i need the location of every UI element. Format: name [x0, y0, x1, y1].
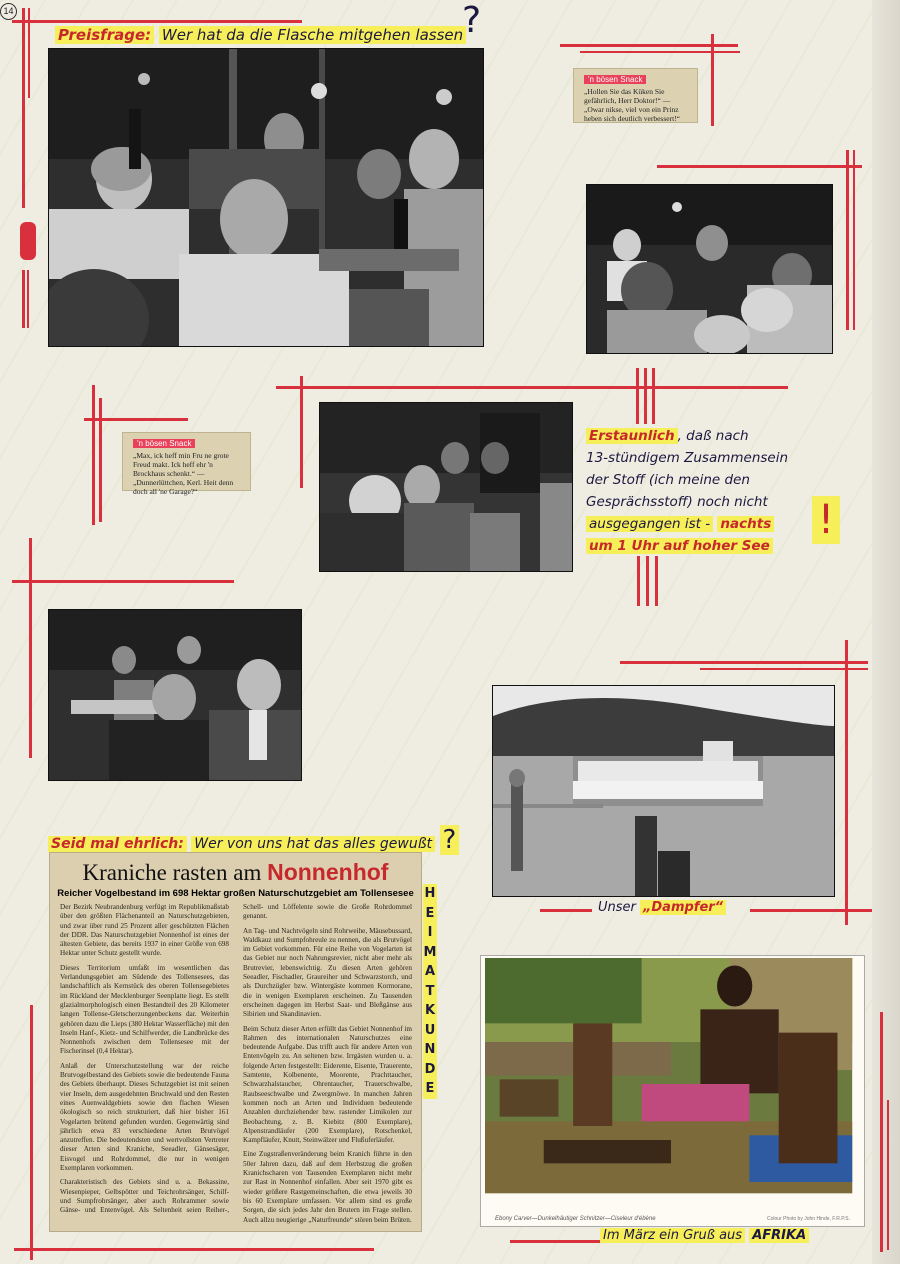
marker-line	[646, 556, 649, 606]
article-paragraph: Beim Schutz dieser Arten erfüllt das Gebiet Nonnenhof im Rahmen des internationalen Naturschutzes eine bedeutende Aufgabe. Das trifft auch für andere Arten von Entenvögeln zu. An seltenen bzw. Irrgästen wurden u. a. folgende Arten festgestellt: Eiderente, Eisente, Trauerente, Samtente, Kolbenente, Moorente, Prachttaucher, Schwarzhalstaucher, Ohrentaucher, Trauerschwalbe, Raubseeschwalbe und Zwergmöwe. In manchen Jahren kommen noch an Arten und Individuen bedeutende Anzahlen durchziehender bzw. rastender Limikolen zur Beobachtung, z. B. Kiebitz (800 Exemplare), Alpenstrandläufer (200 Exemplare), Rotschenkel, Kampfläufer, Knutt, Steinwälzer und Flußuferläufer.	[243, 1024, 412, 1145]
caption-steamer: Unser „Dampfer“	[598, 900, 726, 915]
postcard-print-credit: Colour Photo by John Hinde, F.R.P.S.	[766, 1216, 850, 1222]
photo-back-of-guests	[586, 184, 833, 354]
marker-line	[99, 398, 102, 522]
marker-line	[12, 580, 234, 583]
clipping-text: „Hollen Sie das Küken Sie gefährlich, Herr Doktor!“ — „Owar nikse, viel von ein Prinz heben sich deutlich verbessert!“	[584, 87, 681, 123]
page-number: 14	[0, 3, 17, 20]
article-subline: Reicher Vogelbestand im 698 Hektar großen Naturschutzgebiet am Tollensesee	[57, 888, 414, 899]
marker-line	[636, 368, 639, 424]
article-paragraph: Der Bezirk Neubrandenburg verfügt im Republikmaßstab über den größten Flächenanteil an Naturschutzgebieten, und zwar über rund 25 Prozent aller geschützten Flächen der DDR. Das Naturschutzgebiet Nonnenhof ist eines der ältesten Gebiete, das bereits 1937 in einer Größe von 698 Hektar unter Schutz gestellt wurde.	[60, 903, 229, 958]
marker-line	[580, 51, 740, 53]
marker-line	[22, 8, 25, 208]
marker-line	[711, 34, 714, 126]
marker-line	[30, 1005, 33, 1260]
marker-line	[276, 386, 788, 389]
marker-line	[12, 20, 302, 23]
article-body	[60, 903, 412, 1225]
vertical-label-heimatkunde: H E I M A T K U N D E	[423, 884, 437, 1099]
marker-line	[880, 1012, 883, 1252]
question-mark: ?	[462, 0, 482, 41]
marker-line	[655, 556, 658, 606]
marker-line	[853, 150, 855, 330]
clipping-tag: 'n bösen Snack	[584, 75, 646, 84]
marker-line	[27, 270, 29, 328]
marker-line	[300, 376, 303, 488]
marker-line	[750, 909, 872, 912]
marker-line	[92, 385, 95, 525]
article-paragraph: Charakteristisch des Gebiets sind u. a. Bekassine, Wiesenpieper, Gelbspötter und Teichrohrsänger, Schilf- und Sumpfrohrsänger, aber auch Rohrammer sowie Gänse- und Entenvögel. Als Seltenheit seien Reiher-, Schell- und Löffelente sowie die Große Rohrdommel genannt.	[60, 903, 412, 1215]
postcard-caption: Ebony Carver—Dunkelhäutiger Schnitzer—Ciseleur d'ébène	[495, 1216, 656, 1222]
marker-line	[637, 556, 640, 606]
marker-line	[22, 270, 25, 328]
photo-steamer-boat	[492, 685, 835, 897]
marker-line	[620, 661, 868, 664]
heading-be-honest: Seid mal ehrlich: Wer von uns hat das alles gewußt ?	[48, 825, 459, 855]
article-paragraph: Anlaß der Unterschutzstellung war der reiche Brutvogelbestand des Gebiets sowie die bedeutende Fauna des Gebiets überhaupt. Dieses Schutzgebiet ist mit seinen vier Inseln, dem ausgedehnten Bruchwald und den Resten eines Auenwaldgebiets sowie den flachen Wiesen ökologisch so reich strukturiert, daß hier bisher 161 Vogelarten brütend gefunden wurden. Gegenwärtig sind jährlich etwa 83 verschiedene Arten Brutvögel anzutreffen. Die bedeutendsten und wertvollsten Vertreter dieser Arten sind Kraniche, Seeadler, Gänsesäger, Eisvogel und Rohrdommel, die nur in wenigen Exemplaren vorkommen.	[60, 1061, 229, 1173]
marker-line	[84, 418, 188, 421]
note-astonishing: Erstaunlich , daß nach 13-stündigem Zusammensein der Stoff (ich meine den Gesprächsstoff) noch nicht ausgegangen ist - nachts um 1 Uhr auf hoher See	[586, 428, 789, 554]
page-edge	[872, 0, 900, 1264]
marker-line	[644, 368, 647, 424]
clipping-joke-1	[573, 68, 698, 123]
article-headline: Kraniche rasten am Nonnenhof	[82, 859, 389, 885]
photo-conversation-at-table	[319, 402, 573, 572]
marker-line	[846, 150, 849, 330]
photo-seated-couple	[48, 609, 302, 781]
clipping-tag: 'n bösen Snack	[133, 439, 195, 448]
article-paragraph: An Tag- und Nachtvögeln sind Rohrweihe, Mäusebussard, Waldkauz und Sumpfohreule zu nennen, die als Brutvögel im Gebiet vorkommen. Für eine Reihe von Vogelarten ist das Gebiet nur noch Nahrungsrevier, nicht aber mehr als Brutrevier, lebenswichtig. Zu diesen Arten gehören Seeadler, Fischadler, Graureiher und Schwarzstorch, und als Durchzügler bzw. Wintergäste kommen Kormorane, die in wenigen Exemplaren erscheinen. Zu Tausenden erscheinen dagegen im Herbst Saat- und Bleßgänse aus Sibirien und Skandinavien.	[243, 926, 412, 1019]
postcard-africa	[480, 955, 865, 1227]
heading-prize-question: Preisfrage: Wer hat da die Flasche mitgehen lassen	[55, 26, 466, 44]
exclamation-mark: !	[812, 496, 840, 544]
marker-line	[657, 165, 862, 168]
marker-line	[14, 1248, 374, 1251]
marker-line	[887, 1100, 889, 1250]
marker-line	[540, 909, 592, 912]
marker-line	[510, 1240, 600, 1243]
clipping-joke-2	[122, 432, 251, 496]
marker-line	[700, 668, 868, 670]
marker-line	[845, 640, 848, 925]
postcard-image	[485, 958, 860, 1210]
article-paragraph: Eine Zugstraßenveränderung beim Kranich führte in den 50er Jahren dazu, daß auf dem Herbstzug die großen Kranichscharen von Tausenden Exemplaren nicht mehr zur Rast in Nonnenhof einfallen. Aber seit 1970 gibt es wieder größere Rastgemeinschaften, die etwa jeweils 30 bis 60 Exemplare umfassen. Vor allem sind es große Sorgen, die sich jedes Jahr den Brutern im Frage stellen. Auch allzu neugierige „Naturfreunde“ stören beim Brüten.	[243, 1150, 412, 1224]
note-greeting-africa: Im März ein Gruß aus AFRIKA	[600, 1228, 809, 1243]
marker-line	[652, 368, 655, 424]
clipping-text: „Max, ick heff min Fru ne grote Freud makt. Ick heff ehr 'n Brockhaus schenkt.“ — „Dunnerlüttchen, Kerl. Heit denn doch all 'ne Garage?“	[133, 451, 234, 496]
newspaper-article	[49, 852, 422, 1232]
marker-line	[29, 538, 32, 758]
marker-line	[20, 222, 36, 260]
article-paragraph: Dieses Territorium umfaßt im wesentlichen das Verlandungsgebiet am Südende des Tollensesees, das landschaftlich als Kernstück des oberen Tollensegebietes im Rückland der Mecklenburger Seenplatte liegt. Es stellt glazialmorphologisch einen Bestandteil des 20 Kilometer langen Tollense-Gletscherzungenbeckens dar. Weiterhin gehören dazu die Lieps (380 Hektar Wasserfläche) mit den Inseln Hanf-, Kietz- und Schilfwerder, die Landbrücke des Nonnenhofs zwischen dem Tollensesee mit der Fischerinsel (0,4 Hektar).	[60, 963, 229, 1056]
photo-group-with-bottle	[48, 48, 484, 347]
